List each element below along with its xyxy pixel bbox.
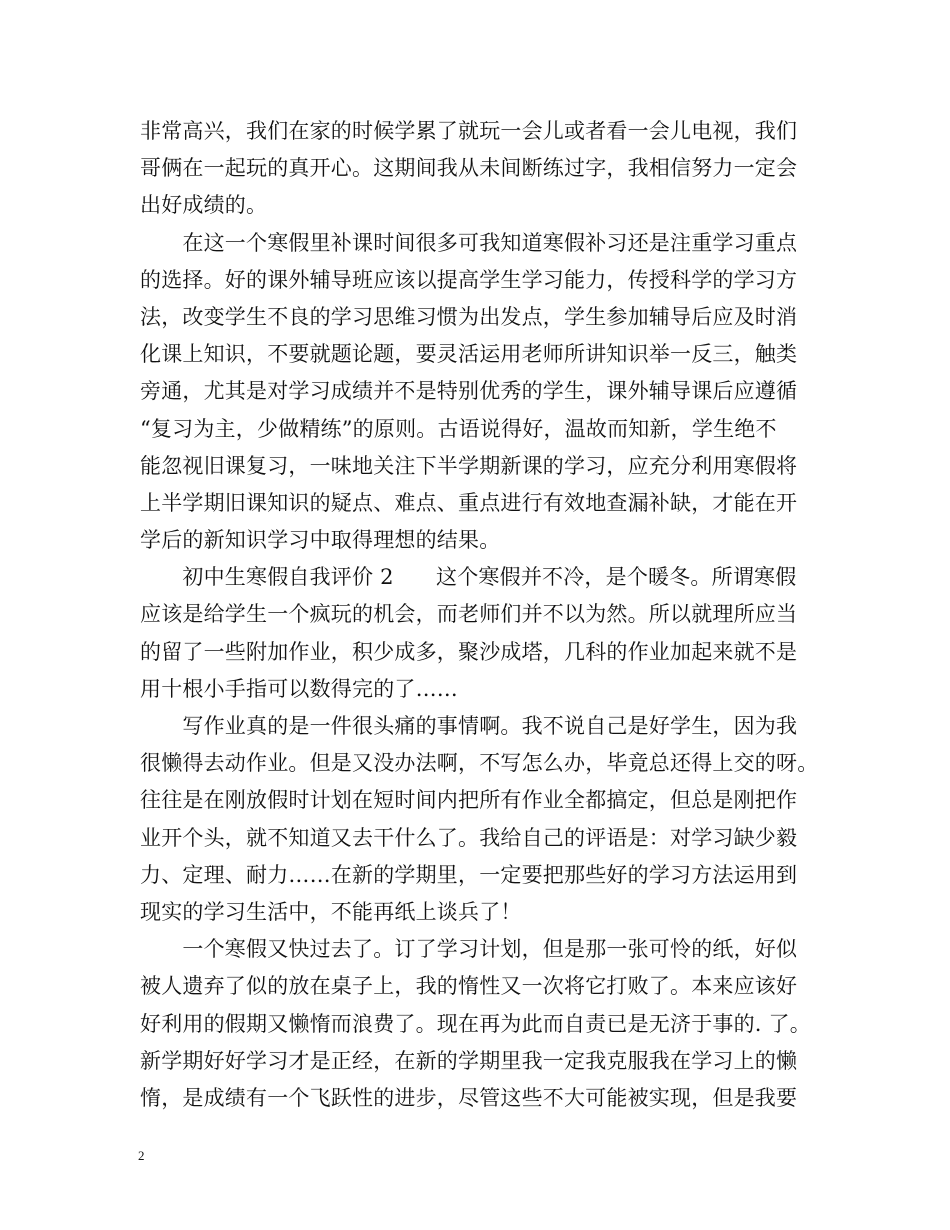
text-line: 的留了一些附加作业，积少成多，聚沙成塔，几科的作业加起来就不是 <box>140 639 798 664</box>
text-line: 在这一个寒假里补课时间很多可我知道寒假补习还是注重学习重点 <box>140 230 798 255</box>
text-line: 写作业真的是一件很头痛的事情啊。我不说自己是好学生，因为我 <box>140 714 798 738</box>
page-number: 2 <box>138 1148 145 1163</box>
text-line: 旁通，尤其是对学习成绩并不是特别优秀的学生，课外辅导课后应遵循 <box>140 379 798 404</box>
text-line: 往往是在刚放假时计划在短时间内把所有作业全都搞定，但总是刚把作 <box>140 788 798 813</box>
text-line: 出好成绩的。 <box>140 193 268 218</box>
text-line: 一个寒假又快过去了。订了学习计划，但是那一张可怜的纸，好似 <box>140 937 798 962</box>
text-line: 法，改变学生不良的学习思维习惯为出发点，学生参加辅导后应及时消 <box>140 304 798 329</box>
text-line: 应该是给学生一个疯玩的机会，而老师们并不以为然。所以就理所应当 <box>140 602 798 627</box>
text-line: 业开个头，就不知道又去干什么了。我给自己的评语是：对学习缺少毅 <box>140 825 798 850</box>
text-line: 的选择。好的课外辅导班应该以提高学生学习能力，传授科学的学习方 <box>140 267 798 292</box>
text-line: 用十根小手指可以数得完的了…… <box>140 676 458 701</box>
text-line: 初中生寒假自我评价 2 这个寒假并不冷，是个暖冬。所谓寒假 <box>140 565 797 590</box>
text-line: 非常高兴，我们在家的时候学累了就玩一会儿或者看一会儿电视，我们 <box>140 119 798 143</box>
text-line: 很懒得去动作业。但是又没办法啊，不写怎么办，毕竟总还得上交的呀。 <box>140 751 819 776</box>
text-line: 哥俩在一起玩的真开心。这期间我从未间断练过字，我相信努力一定会 <box>140 156 798 181</box>
text-line: 好利用的假期又懒惰而浪费了。现在再为此而自责已是无济于事的. 了。 <box>140 1011 811 1036</box>
text-line: 被人遗弃了似的放在桌子上，我的惰性又一次将它打败了。本来应该好 <box>140 974 798 999</box>
text-line: 能忽视旧课复习，一味地关注下半学期新课的学习，应充分利用寒假将 <box>140 453 798 478</box>
text-line: 惰，是成绩有一个飞跃性的进步，尽管这些不大可能被实现，但是我要 <box>140 1085 798 1110</box>
text-line: “复习为主，少做精练”的原则。古语说得好，温故而知新，学生绝不 <box>140 416 777 441</box>
text-line: 学后的新知识学习中取得理想的结果。 <box>140 528 501 553</box>
text-line: 化课上知识，不要就题论题，要灵活运用老师所讲知识举一反三，触类 <box>140 342 798 367</box>
text-line: 上半学期旧课知识的疑点、难点、重点进行有效地查漏补缺，才能在开 <box>140 490 798 515</box>
text-line: 力、定理、耐力……在新的学期里，一定要把那些好的学习方法运用到 <box>140 862 798 887</box>
body-text <box>140 113 830 1117</box>
text-line: 现实的学习生活中，不能再纸上谈兵了！ <box>140 899 522 924</box>
text-line: 新学期好好学习才是正经，在新的学期里我一定我克服我在学习上的懒 <box>140 1048 798 1073</box>
